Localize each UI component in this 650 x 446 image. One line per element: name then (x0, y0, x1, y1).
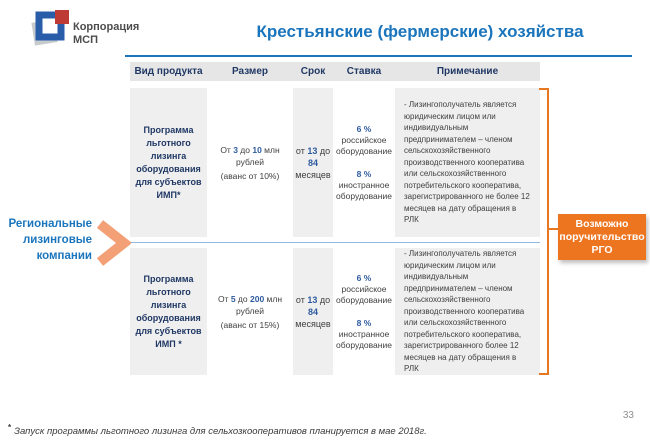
row1-note-text: - Лизингополучатель является юридическим лицом или индивидуальным предпринимателем – членом сельскохозяйственного производственного кооператива или сельскохозяйственного потребительского кооператива, зарегистрированного не более 12 месяцев на дату обращения в РЛК (404, 100, 530, 225)
bracket-bottom-tick (539, 373, 548, 375)
column-header-term: Срок (300, 66, 326, 77)
column-header-size: Размер (231, 66, 268, 77)
row2-product-cell (130, 248, 207, 375)
row1-size-cell (209, 88, 291, 237)
regional-leasing-companies-label: Региональные лизинговые компании (8, 218, 92, 262)
row1-rate-cell (335, 88, 393, 237)
row1-advance-text: (аванс от 10%) (220, 170, 280, 181)
row2-term-cell (293, 248, 333, 375)
footnote (8, 423, 427, 437)
page-title: Крестьянские (фермерские) хозяйства (256, 22, 584, 41)
row2-rate-domestic: 6 % российское оборудование (336, 272, 392, 305)
column-header-note: Примечание (436, 66, 499, 77)
chevron-right-icon (95, 220, 131, 271)
row2-rate-foreign: 8 % иностранное оборудование (336, 317, 392, 350)
row2-note-text: - Лизингополучатель является юридическим лицом или индивидуальным предпринимателем – членом сельскохозяйственного производственного кооператива или сельскохозяйственного потребительского кооператива, зарегистрированного более 12 месяцев на дату обращения в РЛК (404, 249, 525, 374)
footnote-marker: * (8, 423, 12, 432)
bracket-badge-connector (549, 228, 558, 230)
row1-rate-foreign: 8 % иностранное оборудование (336, 168, 392, 201)
row-divider-line (130, 242, 540, 243)
page-number: 33 (622, 410, 634, 421)
logo-line1: Корпорация (73, 21, 140, 33)
row2-term-text: от 13 до 84 месяцев (295, 294, 331, 329)
footnote-text: Запуск программы льготного лизинга для сельхозкооперативов планируется в мае 2018г. (14, 426, 427, 438)
row1-note-cell (395, 88, 540, 237)
row2-advance-text: (аванс от 15%) (220, 319, 280, 330)
title-divider (125, 55, 632, 57)
logo-text (73, 21, 139, 47)
row2-size-cell (209, 248, 291, 375)
msp-corporation-logo-icon (29, 7, 72, 51)
row1-product-text: Программа льготного лизинга оборудования для субъектов ИМП* (135, 124, 202, 200)
rgo-guarantee-badge: Возможно поручительство РГО (558, 214, 646, 260)
row2-rate-cell (335, 248, 393, 375)
bracket-top-tick (539, 88, 548, 90)
logo-line2: МСП (73, 34, 99, 46)
row1-term-text: от 13 до 84 месяцев (295, 145, 331, 180)
row1-term-cell (293, 88, 333, 237)
column-header-rate: Ставка (346, 66, 382, 77)
row2-product-text: Программа льготного лизинга оборудования для субъектов ИМП * (135, 273, 202, 349)
bracket-line (547, 88, 549, 375)
row1-product-cell (130, 88, 207, 237)
table-header-row (130, 62, 540, 81)
row2-size-text: От 5 до 200 млн рублей (217, 293, 283, 316)
column-header-product: Вид продукта (134, 66, 203, 77)
row1-rate-domestic: 6 % российское оборудование (336, 123, 392, 156)
row1-size-text: От 3 до 10 млн рублей (220, 144, 280, 167)
row2-note-cell (395, 248, 540, 375)
